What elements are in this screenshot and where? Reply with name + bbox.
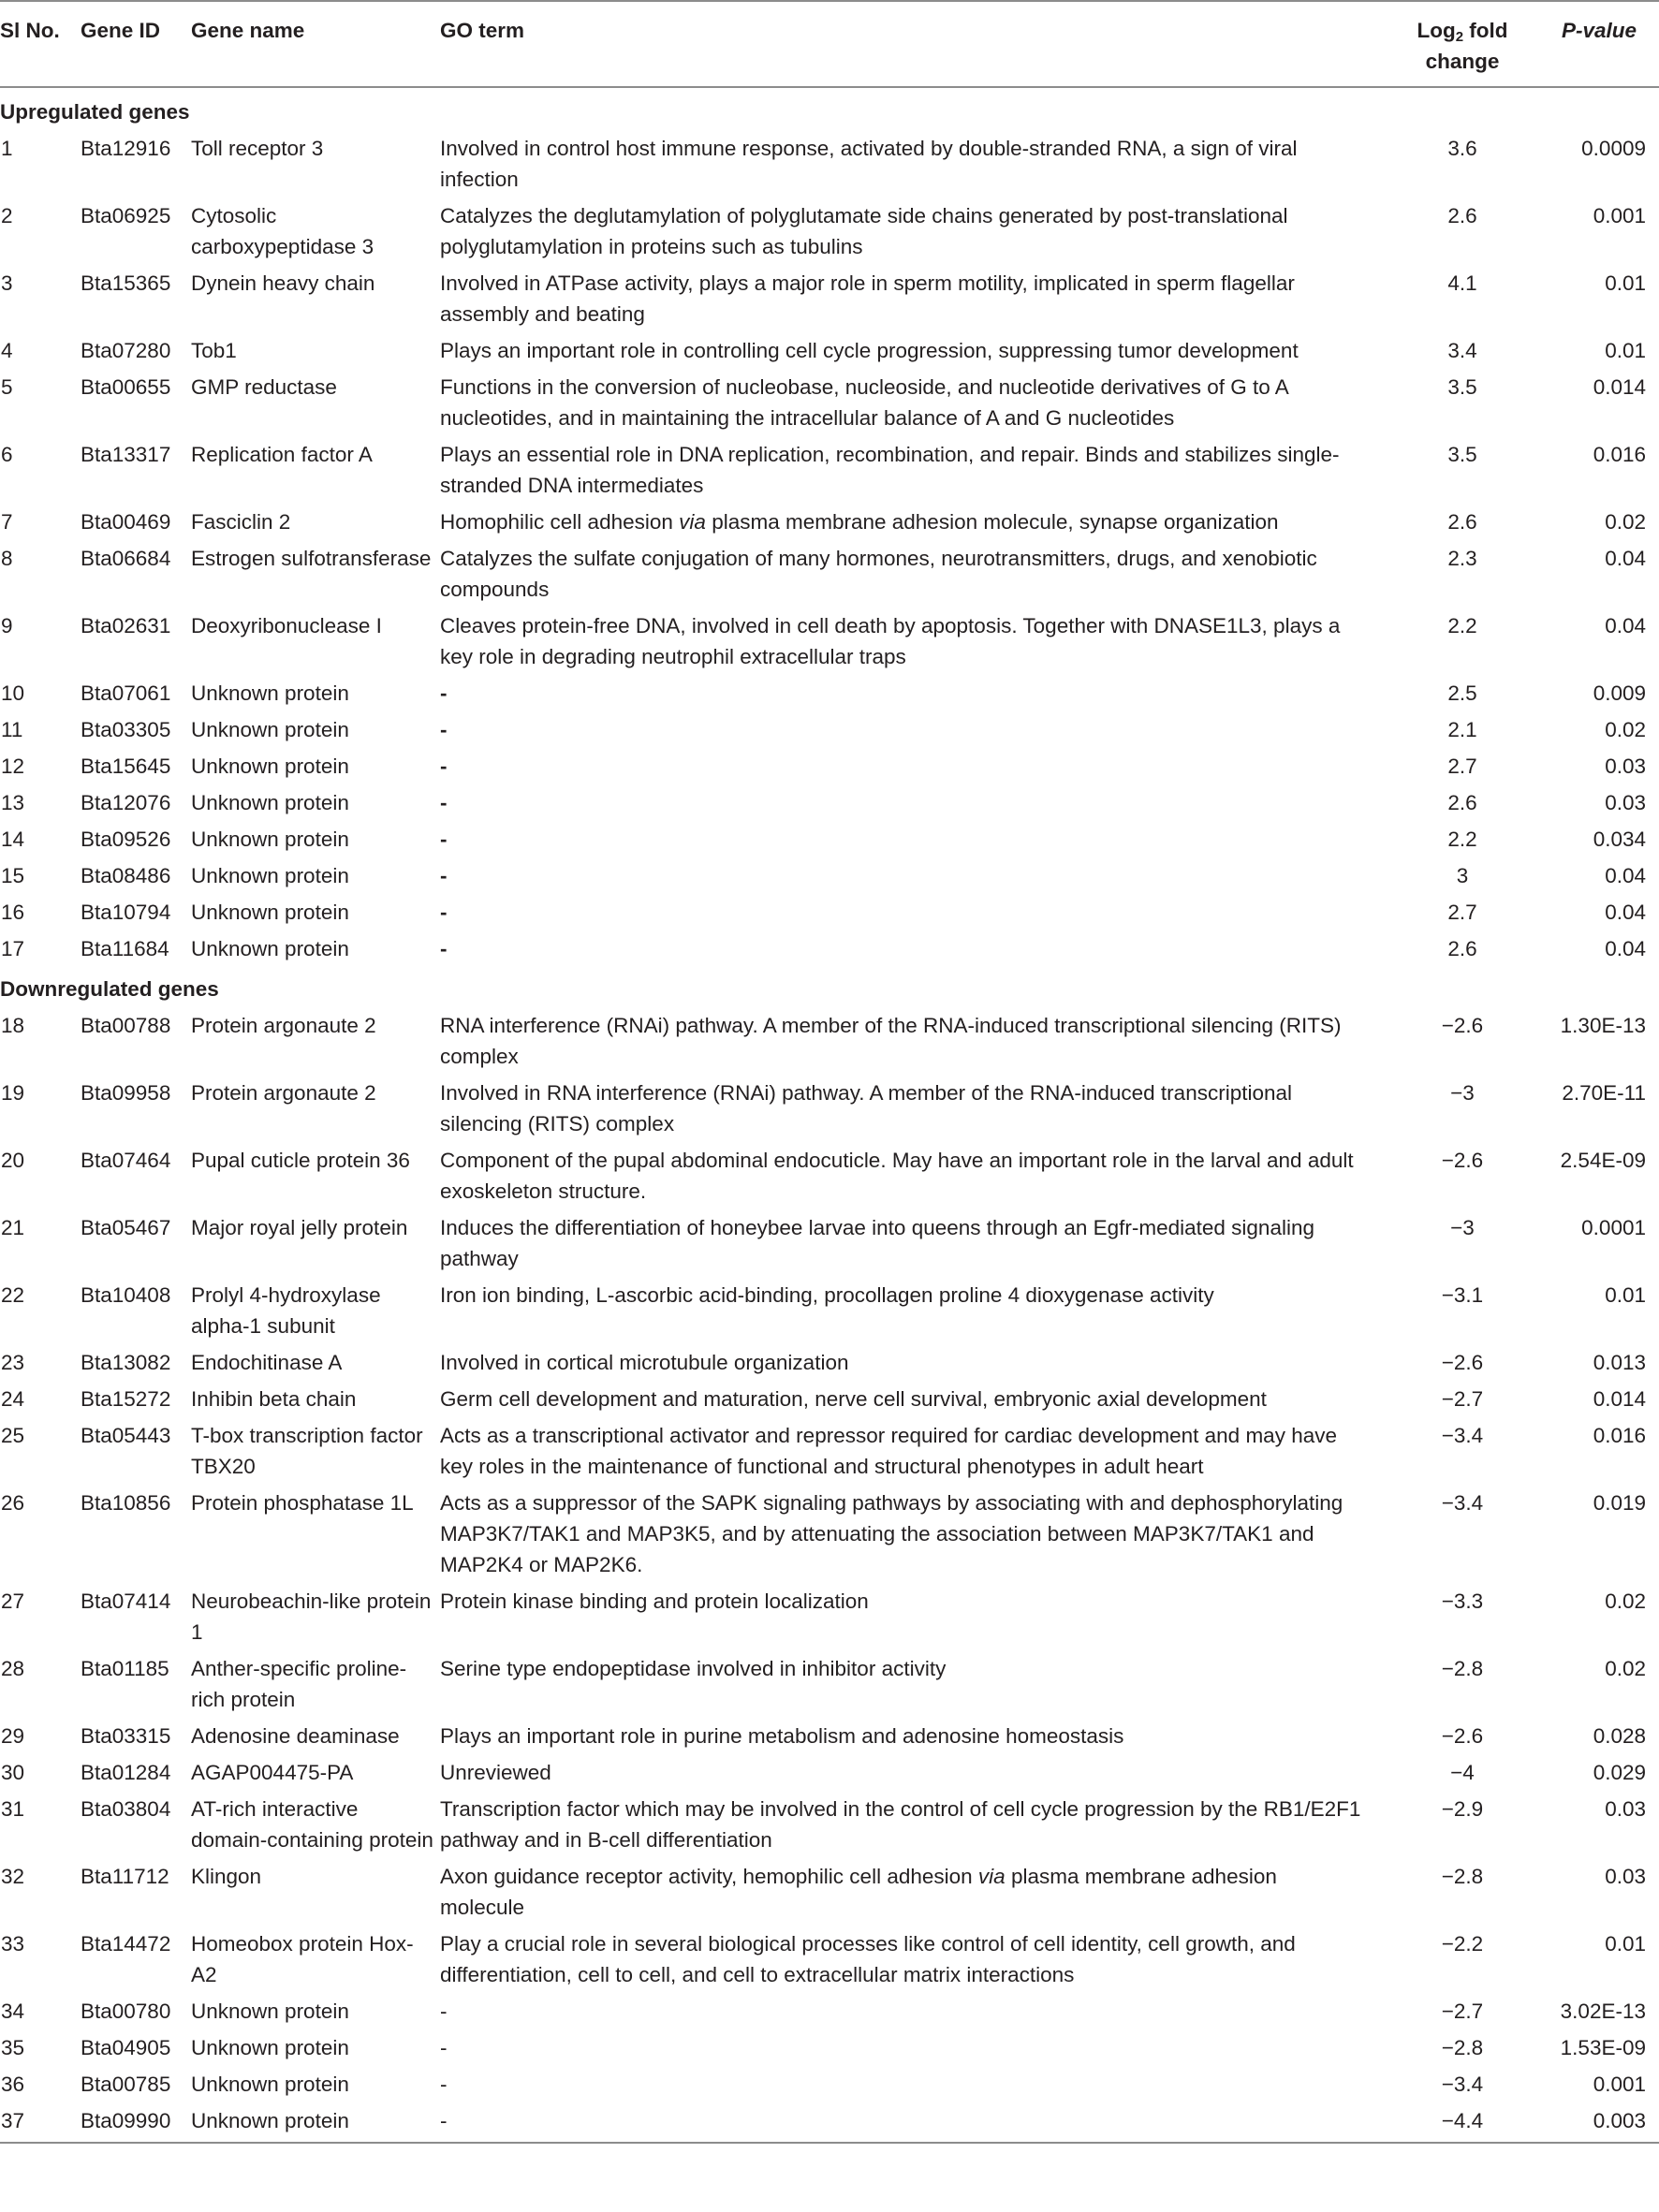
- gene-name-cell: Pupal cuticle protein 36: [191, 1149, 410, 1172]
- gene-id-cell: Bta03804: [81, 1797, 171, 1821]
- gene-id-cell: Bta09990: [81, 2101, 191, 2143]
- table-row: [0, 1208, 1659, 1275]
- gene-id-cell: Bta10794: [81, 901, 171, 924]
- sl-no-cell: 6: [1, 443, 13, 466]
- p-value-cell: 0.03: [1605, 791, 1646, 814]
- go-term-cell: Catalyzes the sulfate conjugation of many hormones, neurotransmitters, drugs, and xenobiotic compounds: [440, 547, 1317, 601]
- table-row: [0, 1716, 1659, 1752]
- gene-name-cell: Major royal jelly protein: [191, 1216, 408, 1239]
- gene-name-cell: Unknown protein: [191, 791, 349, 814]
- p-value-cell: 0.02: [1605, 1589, 1646, 1613]
- p-value-cell: 3.02E-13: [1560, 2000, 1646, 2023]
- gene-id-cell: Bta13317: [81, 443, 171, 466]
- fold-change-cell: −3.4: [1441, 1424, 1484, 1447]
- table-body: [0, 87, 1659, 2143]
- sl-no-cell: 26: [1, 1491, 25, 1515]
- fold-change-cell: −3.3: [1441, 1589, 1484, 1613]
- gene-id-cell: Bta04905: [81, 2036, 171, 2059]
- fold-change-cell: −4: [1450, 1761, 1475, 1784]
- go-term-cell: -: [440, 864, 448, 887]
- gene-name-cell: Unknown protein: [191, 2036, 349, 2059]
- gene-name-cell: Replication factor A: [191, 443, 373, 466]
- gene-id-cell: Bta03315: [81, 1724, 171, 1748]
- p-value-cell: 0.034: [1593, 828, 1646, 851]
- table-row: [0, 1342, 1659, 1379]
- p-value-cell: 0.03: [1605, 1797, 1646, 1821]
- gene-name-cell: Fasciclin 2: [191, 510, 291, 534]
- go-term-cell: Component of the pupal abdominal endocuticle. May have an important role in the larval and adult exoskeleton structure.: [440, 1149, 1354, 1203]
- table-row: [0, 1379, 1659, 1415]
- table-row: [0, 1073, 1659, 1140]
- p-value-cell: 0.04: [1605, 901, 1646, 924]
- section-title: Downregulated genes: [0, 977, 219, 1001]
- header-go-term: GO term: [440, 1, 1397, 87]
- go-term-cell: -: [440, 901, 448, 924]
- gene-id-cell: Bta01284: [81, 1761, 171, 1784]
- gene-name-cell: Unknown protein: [191, 681, 349, 705]
- p-value-cell: 0.01: [1605, 1932, 1646, 1956]
- p-value-cell: 2.54E-09: [1560, 1149, 1646, 1172]
- table-row: [0, 892, 1659, 929]
- go-term-cell: -: [440, 681, 448, 705]
- gene-name-cell: Homeobox protein Hox-A2: [191, 1932, 414, 1986]
- p-value-cell: 0.01: [1605, 339, 1646, 362]
- fold-change-cell: −2.8: [1441, 2036, 1484, 2059]
- sl-no-cell: 33: [1, 1932, 25, 1956]
- table-row: [0, 263, 1659, 330]
- go-term-cell: -: [440, 718, 448, 741]
- go-term-cell: -: [440, 828, 448, 851]
- table-row: [0, 710, 1659, 746]
- gene-id-cell: Bta00655: [81, 375, 171, 399]
- gene-id-cell: Bta00788: [81, 1014, 171, 1037]
- sl-no-cell: 36: [1, 2073, 25, 2096]
- sl-no-cell: 3: [1, 271, 13, 295]
- table-row: [0, 1140, 1659, 1208]
- gene-name-cell: Protein argonaute 2: [191, 1014, 376, 1037]
- p-value-cell: 1.30E-13: [1560, 1014, 1646, 1037]
- go-term-cell: Cleaves protein-free DNA, involved in cell death by apoptosis. Together with DNASE1L3, plays a key role in degrading neutrophil extracellular traps: [440, 614, 1341, 668]
- gene-name-cell: Unknown protein: [191, 864, 349, 887]
- gene-id-cell: Bta11684: [81, 937, 169, 960]
- go-term-cell: Transcription factor which may be involved in the control of cell cycle progression by the RB1/E2F1 pathway and in B-cell differentiation: [440, 1797, 1361, 1852]
- fold-change-cell: 3: [1456, 864, 1469, 887]
- table-row: [0, 367, 1659, 434]
- sl-no-cell: 14: [1, 828, 25, 851]
- sl-no-cell: 31: [1, 1797, 25, 1821]
- gene-id-cell: Bta07280: [81, 339, 171, 362]
- table-row: [0, 196, 1659, 263]
- go-term-cell: Acts as a suppressor of the SAPK signaling pathways by associating with and dephosphorylating MAP3K7/TAK1 and MAP3K5, and by attenuating the association between MAP3K7/TAK1 and MAP2K4 or MAP2K6.: [440, 1491, 1343, 1576]
- p-value-cell: 0.02: [1605, 1657, 1646, 1680]
- go-term-cell: Involved in cortical microtubule organization: [440, 1351, 849, 1374]
- p-value-cell: 0.016: [1593, 1424, 1646, 1447]
- fold-change-cell: −2.6: [1441, 1014, 1484, 1037]
- table-row: [0, 434, 1659, 502]
- go-term-cell: -: [440, 754, 448, 778]
- sl-no-cell: 16: [1, 901, 25, 924]
- p-value-cell: 0.02: [1605, 718, 1646, 741]
- fold-change-cell: 2.6: [1447, 204, 1477, 227]
- gene-id-cell: Bta12916: [81, 137, 171, 160]
- table-row: [0, 1483, 1659, 1581]
- gene-id-cell: Bta13082: [81, 1351, 171, 1374]
- gene-id-cell: Bta15645: [81, 754, 171, 778]
- sl-no-cell: 10: [1, 681, 25, 705]
- p-value-cell: 0.001: [1593, 2073, 1646, 2096]
- go-term-cell: Protein kinase binding and protein localization: [440, 1589, 869, 1613]
- gene-name-cell: AT-rich interactive domain-containing protein: [191, 1797, 433, 1852]
- header-p-value: P-value: [1528, 1, 1659, 87]
- table-row: [0, 746, 1659, 783]
- gene-id-cell: Bta12076: [81, 791, 171, 814]
- go-term-cell: Plays an essential role in DNA replication, recombination, and repair. Binds and stabilizes single-stranded DNA intermediates: [440, 443, 1340, 497]
- sl-no-cell: 32: [1, 1865, 25, 1888]
- gene-id-cell: Bta07414: [81, 1589, 171, 1613]
- gene-name-cell: Adenosine deaminase: [191, 1724, 400, 1748]
- gene-id-cell: Bta14472: [81, 1932, 171, 1956]
- sl-no-cell: 18: [1, 1014, 25, 1037]
- fold-change-cell: 3.4: [1447, 339, 1477, 362]
- fold-change-cell: 2.2: [1447, 614, 1477, 637]
- go-term-cell: RNA interference (RNAi) pathway. A member of the RNA-induced transcriptional silencing (RITS) complex: [440, 1014, 1342, 1068]
- table-row: [0, 1415, 1659, 1483]
- table-row: [0, 1648, 1659, 1716]
- header-gene-name: Gene name: [191, 1, 440, 87]
- gene-id-cell: Bta05467: [81, 1216, 171, 1239]
- section-header-row: [0, 87, 1659, 128]
- go-term-cell: -: [440, 2073, 448, 2096]
- gene-id-cell: Bta00469: [81, 510, 171, 534]
- sl-no-cell: 34: [1, 2000, 25, 2023]
- sl-no-cell: 8: [1, 547, 13, 570]
- p-value-cell: 0.014: [1593, 1387, 1646, 1411]
- go-term-cell: -: [440, 2101, 1397, 2143]
- gene-id-cell: Bta11712: [81, 1865, 169, 1888]
- sl-no-cell: 37: [0, 2101, 81, 2143]
- gene-name-cell: T-box transcription factor TBX20: [191, 1424, 423, 1478]
- fold-change-cell: 2.6: [1447, 791, 1477, 814]
- gene-id-cell: Bta15272: [81, 1387, 171, 1411]
- gene-name-cell: Cytosolic carboxypeptidase 3: [191, 204, 374, 258]
- header-gene-id: Gene ID: [81, 1, 191, 87]
- go-term-cell: Iron ion binding, L-ascorbic acid-binding, procollagen proline 4 dioxygenase activity: [440, 1283, 1214, 1307]
- sl-no-cell: 2: [1, 204, 13, 227]
- table-row: [0, 606, 1659, 673]
- fold-change-cell: −2.6: [1441, 1351, 1484, 1374]
- fold-change-cell: 3.5: [1447, 375, 1477, 399]
- gene-name-cell: Endochitinase A: [191, 1351, 343, 1374]
- fold-change-cell: −2.6: [1441, 1724, 1484, 1748]
- fold-change-cell: −2.2: [1441, 1932, 1484, 1956]
- gene-name-cell: Toll receptor 3: [191, 137, 324, 160]
- fold-change-cell: 3.6: [1447, 137, 1477, 160]
- gene-name-cell: Unknown protein: [191, 718, 349, 741]
- sl-no-cell: 29: [1, 1724, 25, 1748]
- fold-change-cell: 2.7: [1447, 901, 1477, 924]
- table-row: [0, 673, 1659, 710]
- gene-name-cell: Inhibin beta chain: [191, 1387, 357, 1411]
- table-row: [0, 929, 1659, 965]
- gene-name-cell: Unknown protein: [191, 937, 349, 960]
- p-value-cell: 0.01: [1605, 271, 1646, 295]
- p-value-cell: 0.02: [1605, 510, 1646, 534]
- p-value-cell: 0.04: [1605, 937, 1646, 960]
- gene-name-cell: Prolyl 4-hydroxylase alpha-1 subunit: [191, 1283, 381, 1338]
- fold-change-cell: −3.4: [1441, 2073, 1484, 2096]
- go-term-cell: Functions in the conversion of nucleobase, nucleoside, and nucleotide derivatives of G to A nucleotides, and in maintaining the intracellular balance of A and G nucleotides: [440, 375, 1288, 430]
- go-term-cell: Unreviewed: [440, 1761, 551, 1784]
- p-value-cell: 0.03: [1605, 1865, 1646, 1888]
- gene-name-cell: Unknown protein: [191, 2101, 440, 2143]
- section-header-row: [0, 965, 1659, 1005]
- go-term-cell: Induces the differentiation of honeybee larvae into queens through an Egfr-mediated signaling pathway: [440, 1216, 1314, 1270]
- gene-name-cell: Unknown protein: [191, 754, 349, 778]
- fold-change-cell: 2.2: [1447, 828, 1477, 851]
- p-value-cell: 0.03: [1605, 754, 1646, 778]
- go-term-cell: -: [440, 937, 448, 960]
- fold-change-cell: −2.9: [1441, 1797, 1484, 1821]
- table-row: [0, 538, 1659, 606]
- sl-no-cell: 15: [1, 864, 25, 887]
- p-value-cell: 0.04: [1605, 547, 1646, 570]
- go-term-cell: -: [440, 2000, 448, 2023]
- p-value-cell: 0.003: [1528, 2101, 1659, 2143]
- p-value-cell: 0.001: [1593, 204, 1646, 227]
- gene-name-cell: Deoxyribonuclease I: [191, 614, 382, 637]
- p-value-cell: 0.014: [1593, 375, 1646, 399]
- sl-no-cell: 7: [1, 510, 13, 534]
- gene-name-cell: Unknown protein: [191, 2000, 349, 2023]
- gene-id-cell: Bta02631: [81, 614, 171, 637]
- fold-change-cell: 2.6: [1447, 510, 1477, 534]
- sl-no-cell: 5: [1, 375, 13, 399]
- go-term-cell: Serine type endopeptidase involved in inhibitor activity: [440, 1657, 947, 1680]
- gene-name-cell: Unknown protein: [191, 828, 349, 851]
- go-term-cell: Homophilic cell adhesion via plasma membrane adhesion molecule, synapse organization: [440, 510, 1279, 534]
- fold-change-cell: −2.8: [1441, 1865, 1484, 1888]
- gene-id-cell: Bta06684: [81, 547, 171, 570]
- table-row: [0, 819, 1659, 856]
- p-value-cell: 0.019: [1593, 1491, 1646, 1515]
- go-term-cell: -: [440, 2036, 448, 2059]
- table-row: [0, 330, 1659, 367]
- gene-id-cell: Bta15365: [81, 271, 171, 295]
- table-header: [0, 1, 1659, 87]
- gene-id-cell: Bta00785: [81, 2073, 171, 2096]
- gene-id-cell: Bta09526: [81, 828, 171, 851]
- go-term-cell: Acts as a transcriptional activator and repressor required for cardiac development and may have key roles in the maintenance of functional and structural phenotypes in adult heart: [440, 1424, 1337, 1478]
- p-value-cell: 0.0009: [1581, 137, 1646, 160]
- p-value-cell: 0.029: [1593, 1761, 1646, 1784]
- sl-no-cell: 27: [1, 1589, 25, 1613]
- gene-name-cell: Estrogen sulfotransferase: [191, 547, 432, 570]
- sl-no-cell: 1: [1, 137, 13, 160]
- gene-id-cell: Bta10408: [81, 1283, 171, 1307]
- gene-id-cell: Bta10856: [81, 1491, 171, 1515]
- section-title: Upregulated genes: [0, 100, 190, 124]
- sl-no-cell: 17: [1, 937, 25, 960]
- gene-name-cell: Protein argonaute 2: [191, 1081, 376, 1105]
- table-row: [0, 502, 1659, 538]
- go-term-cell: Involved in ATPase activity, plays a major role in sperm motility, implicated in sperm flagellar assembly and beating: [440, 271, 1295, 326]
- fold-change-cell: 2.1: [1447, 718, 1477, 741]
- fold-change-cell: −3: [1450, 1216, 1475, 1239]
- table-row: [0, 1991, 1659, 2028]
- fold-change-cell: −2.7: [1441, 1387, 1484, 1411]
- fold-change-cell: −3: [1450, 1081, 1475, 1105]
- fold-change-cell: −2.6: [1441, 1149, 1484, 1172]
- header-log2-fold-change: Log$_2$ fold change: [1397, 1, 1528, 87]
- sl-no-cell: 22: [1, 1283, 25, 1307]
- p-value-cell: 0.016: [1593, 443, 1646, 466]
- sl-no-cell: 24: [1, 1387, 25, 1411]
- go-term-cell: Play a crucial role in several biological processes like control of cell identity, cell growth, and differentiation, cell to cell, and cell to extracellular matrix interactions: [440, 1932, 1296, 1986]
- table-row: [0, 1005, 1659, 1073]
- sl-no-cell: 30: [1, 1761, 25, 1784]
- sl-no-cell: 28: [1, 1657, 25, 1680]
- sl-no-cell: 4: [1, 339, 13, 362]
- fold-change-cell: −2.8: [1441, 1657, 1484, 1680]
- go-term-cell: Catalyzes the deglutamylation of polyglutamate side chains generated by post-translational polyglutamylation in proteins such as tubulins: [440, 204, 1288, 258]
- header-sl-no: Sl No.: [0, 1, 81, 87]
- p-value-cell: 0.013: [1593, 1351, 1646, 1374]
- fold-change-cell: 2.5: [1447, 681, 1477, 705]
- fold-change-cell: 2.6: [1447, 937, 1477, 960]
- fold-change-cell: 2.3: [1447, 547, 1477, 570]
- sl-no-cell: 20: [1, 1149, 25, 1172]
- gene-name-cell: Neurobeachin-like protein 1: [191, 1589, 432, 1644]
- sl-no-cell: 11: [1, 718, 23, 741]
- fold-change-cell: 4.1: [1447, 271, 1477, 295]
- gene-name-cell: Klingon: [191, 1865, 262, 1888]
- sl-no-cell: 13: [1, 791, 25, 814]
- go-term-cell: Plays an important role in purine metabolism and adenosine homeostasis: [440, 1724, 1124, 1748]
- gene-id-cell: Bta09958: [81, 1081, 171, 1105]
- sl-no-cell: 35: [1, 2036, 25, 2059]
- sl-no-cell: 23: [1, 1351, 25, 1374]
- gene-id-cell: Bta01185: [81, 1657, 169, 1680]
- gene-name-cell: Unknown protein: [191, 901, 349, 924]
- gene-id-cell: Bta08486: [81, 864, 171, 887]
- sl-no-cell: 12: [1, 754, 25, 778]
- sl-no-cell: 9: [1, 614, 13, 637]
- sl-no-cell: 19: [1, 1081, 25, 1105]
- p-value-cell: 0.01: [1605, 1283, 1646, 1307]
- gene-name-cell: GMP reductase: [191, 375, 337, 399]
- table-row: [0, 1924, 1659, 1991]
- gene-id-cell: Bta00780: [81, 2000, 171, 2023]
- go-term-cell: Axon guidance receptor activity, hemophilic cell adhesion via plasma membrane adhesion molecule: [440, 1865, 1277, 1919]
- fold-change-cell: −3.4: [1441, 1491, 1484, 1515]
- fold-change-cell: −2.7: [1441, 2000, 1484, 2023]
- p-value-cell: 0.009: [1593, 681, 1646, 705]
- p-value-cell: 0.04: [1605, 864, 1646, 887]
- go-term-cell: Germ cell development and maturation, nerve cell survival, embryonic axial development: [440, 1387, 1267, 1411]
- fold-change-cell: 3.5: [1447, 443, 1477, 466]
- gene-name-cell: Unknown protein: [191, 2073, 349, 2096]
- go-term-cell: Involved in control host immune response, activated by double-stranded RNA, a sign of viral infection: [440, 137, 1298, 191]
- go-term-cell: -: [440, 791, 448, 814]
- sl-no-cell: 25: [1, 1424, 25, 1447]
- table-row: [0, 856, 1659, 892]
- table-row: [0, 2064, 1659, 2101]
- gene-id-cell: Bta05443: [81, 1424, 171, 1447]
- fold-change-cell: 2.7: [1447, 754, 1477, 778]
- p-value-cell: 0.04: [1605, 614, 1646, 637]
- gene-name-cell: Dynein heavy chain: [191, 271, 375, 295]
- gene-id-cell: Bta06925: [81, 204, 171, 227]
- fold-change-cell: −3.1: [1441, 1283, 1484, 1307]
- gene-name-cell: Protein phosphatase 1L: [191, 1491, 414, 1515]
- table-row: [0, 1856, 1659, 1924]
- gene-name-cell: AGAP004475-PA: [191, 1761, 354, 1784]
- p-value-cell: 1.53E-09: [1560, 2036, 1646, 2059]
- table-row: [0, 2101, 1659, 2143]
- p-value-cell: 0.0001: [1581, 1216, 1646, 1239]
- table-row: [0, 1752, 1659, 1789]
- table-row: [0, 2028, 1659, 2064]
- sl-no-cell: 21: [1, 1216, 25, 1239]
- table-row: [0, 1275, 1659, 1342]
- gene-id-cell: Bta07061: [81, 681, 171, 705]
- table-row: [0, 1581, 1659, 1648]
- table-row: [0, 783, 1659, 819]
- gene-name-cell: Tob1: [191, 339, 237, 362]
- gene-id-cell: Bta07464: [81, 1149, 171, 1172]
- go-term-cell: Involved in RNA interference (RNAi) pathway. A member of the RNA-induced transcriptional silencing (RITS) complex: [440, 1081, 1292, 1135]
- p-value-cell: 2.70E-11: [1562, 1081, 1646, 1105]
- table-row: [0, 1789, 1659, 1856]
- gene-name-cell: Anther-specific proline-rich protein: [191, 1657, 407, 1711]
- gene-id-cell: Bta03305: [81, 718, 171, 741]
- p-value-cell: 0.028: [1593, 1724, 1646, 1748]
- go-term-cell: Plays an important role in controlling cell cycle progression, suppressing tumor development: [440, 339, 1299, 362]
- table-row: [0, 128, 1659, 196]
- fold-change-cell: −4.4: [1397, 2101, 1528, 2143]
